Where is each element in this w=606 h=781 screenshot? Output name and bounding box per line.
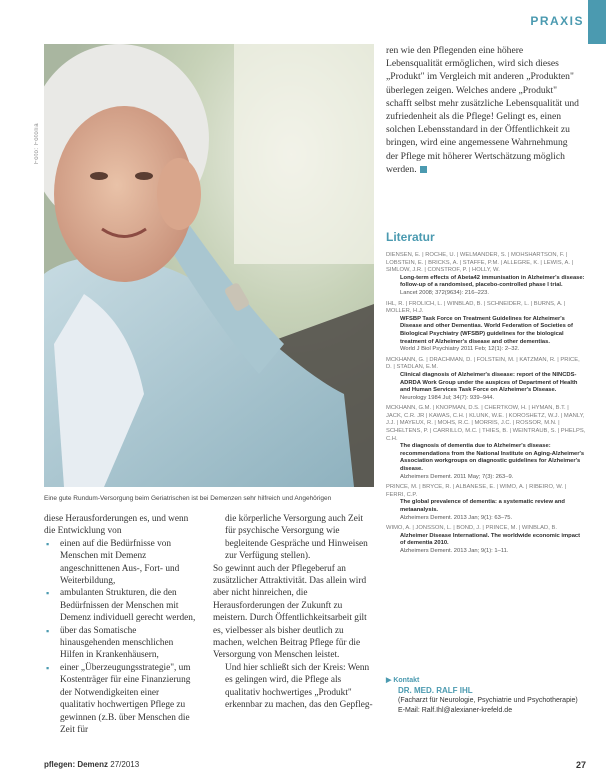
reference-title: WFSBP Task Force on Treatment Guidelines for Alzheimer's Disease and other Dementias. World Federation of Societies of Biological Psychiatry (WFSBP) guidelines for the biological treatment of Alzheimer's disease and other dementias. bbox=[400, 315, 573, 345]
section-label: PRAXIS bbox=[530, 14, 584, 28]
publication-name: pflegen: Demenz bbox=[44, 760, 109, 769]
body-column-1 bbox=[44, 513, 196, 736]
reference-item bbox=[386, 357, 586, 403]
photo-caption: Eine gute Rundum-Versorgung beim Geriatrischen ist bei Demenzen sehr hilfreich und Angehörigen bbox=[44, 495, 332, 502]
reference-source: World J Biol Psychiatry 2011 Feb; 12(1): 2–32. bbox=[400, 346, 520, 353]
edge-color-bar bbox=[588, 0, 606, 44]
literature-heading: Literatur bbox=[386, 230, 435, 244]
reference-title: Alzheimer Disease International. The worldwide economic impact of dementia 2010. bbox=[400, 532, 581, 547]
reference-list bbox=[386, 252, 586, 559]
reference-title: Long-term effects of Abeta42 immunisation in Alzheimer's disease: follow-up of a randomised, placebo-controlled phase I trial. bbox=[400, 274, 585, 289]
reference-authors: IHL, R. | FROLICH, L. | WINBLAD, B. | SCHNEIDER, L. | BURNS, A. | MOLLER, H.J. bbox=[386, 300, 566, 315]
body-column-2 bbox=[213, 513, 375, 712]
reference-source: Alzheimers Dement. 2011 May; 7(3): 263–9. bbox=[400, 473, 514, 480]
bullet-item: ▪ einer „Überzeugungsstrategie", um Kostenträger für eine Finanzierung der Notwendigkeiten einer qualitativ hochwertigen Pflege zu gewinnen (z.B. über Menschen die Zeit für bbox=[44, 662, 196, 736]
page-number: 27 bbox=[575, 760, 586, 770]
contact-name: DR. MED. RALF IHL bbox=[398, 686, 473, 695]
elderly-woman-photo bbox=[44, 44, 374, 487]
reference-item bbox=[386, 484, 586, 522]
contact-box bbox=[386, 676, 586, 716]
reference-source: Alzheimers Dement. 2013 Jan; 9(1): 63–75. bbox=[400, 514, 513, 521]
bullet-item: ▪ einen auf die Bedürfnisse von Menschen mit Demenz angeschnittenen Aus-, Fort- und Weiterbildung, bbox=[44, 538, 196, 588]
reference-authors: PRINCE, M. | BRYCE, R. | ALBANESE, E. | WIMO, A. | RIBEIRO, W. | FERRI, C.P. bbox=[386, 484, 567, 498]
contact-heading-text: Kontakt bbox=[393, 677, 420, 684]
intro-paragraph bbox=[386, 44, 580, 176]
reference-authors: DIENSEN, E. | ROCHE, U. | WELMANDER, S. | MOHSHARTSON, F. | LOBSTEIN, E. | BRICKS, A. | STAFFE, P.M. | ALLEGRE, K. | LEWIS, A. | SIMLOW, J.R. | CONSTROF, P. | HOLLY, W. bbox=[386, 252, 574, 274]
bullet-list bbox=[44, 538, 196, 737]
contact-email[interactable]: E-Mail: Ralf.Ihl@alexianer-krefeld.de bbox=[398, 707, 513, 714]
reference-title: The global prevalence of dementia: a systematic review and metaanalysis. bbox=[400, 499, 565, 513]
reference-item bbox=[386, 525, 586, 555]
reference-authors: MCKHANN, G. | DRACHMAN, D. | FOLSTEIN, M. | KATZMAN, R. | PRICE, D. | STADLAN, E.M. bbox=[386, 356, 580, 371]
contact-role: (Facharzt für Neurologie, Psychiatrie und Psychotherapie) bbox=[398, 697, 578, 704]
issue-number: 27/2013 bbox=[110, 760, 140, 769]
col2-paragraph: So gewinnt auch der Pflegeberuf an zusätzlicher Attraktivität. Das allein wird aber nicht hinreichen, die Herausforderungen der Zukunft zu meistern. Durch Öffentlichkeitsarbeit gilt es, vielbesser als bisher deutlich zu machen, welchen Beitrag Pflege für die Versorgung von Menschen leistet. bbox=[213, 563, 367, 661]
contact-heading: ▶ Kontakt bbox=[386, 677, 420, 684]
end-of-article-mark bbox=[420, 166, 427, 173]
reference-source: Alzheimers Dement. 2013 Jan; 9(1): 1–11. bbox=[400, 547, 509, 554]
reference-title: Clinical diagnosis of Alzheimer's disease: report of the NINCDS-ADRDA Work Group under the auspices of Department of Health and Human Services Task Force on Alzheimer's Disease. bbox=[400, 371, 578, 394]
photo-credit: Foto: Fotolia bbox=[34, 122, 40, 164]
col2-paragraph-2: Und hier schließt sich der Kreis: Wenn es gelingen wird, die Pflege als qualitativ hochwertiges „Produkt" erkennbar zu machen, das den Gepfleg- bbox=[225, 662, 373, 711]
bullet-item: ▪ über das Somatische hinausgehenden menschlichen Hilfen in Krankenhäusern, bbox=[44, 625, 196, 662]
photo-illustration bbox=[44, 44, 374, 487]
reference-source: Lancet 2008; 372(9634): 216–223. bbox=[400, 289, 489, 296]
footer-publication bbox=[44, 760, 139, 769]
reference-item bbox=[386, 405, 586, 481]
reference-item bbox=[386, 252, 586, 298]
intro-text: ren wie den Pflegenden eine höhere Lebensqualität ermöglichen, wird sich dieses „Produkt" im Vergleich mit anderen „Produkten" überlegen zeigen. Welches andere „Produkt" schafft selbst mehr zusätzliche Lebensqualität und zufriedenheit als die Pflege! Gelingt es, einen solchen Lebensstandard in der Öffentlichkeit zu bringen, wird eine angemessene Wahrnehmung der Pflege mit höherer Wertschätzung möglich werden. bbox=[386, 45, 579, 175]
bullet-item: ▪ ambulanten Strukturen, die den Bedürfnissen der Menschen mit Demenz individuell gerecht werden, bbox=[44, 587, 196, 624]
col2-lead: die körperliche Versorgung auch Zeit für psychische Versorgung wie begleitende Gespräche und Hinweisen zur Verfügung stellen). bbox=[225, 514, 368, 562]
col1-intro: diese Herausforderungen es, und wenn die Entwicklung von bbox=[44, 514, 189, 537]
reference-authors: WIMO, A. | JONSSON, L. | BOND, J. | PRINCE, M. | WINBLAD, B. bbox=[386, 525, 557, 532]
reference-title: The diagnosis of dementia due to Alzheimer's disease: recommendations from the National Institute on Aging-Alzheimer's Association workgroups on diagnostic guidelines for Alzheimer's disease. bbox=[400, 443, 585, 473]
reference-item bbox=[386, 301, 586, 354]
reference-source: Neurology 1984 Jul; 34(7): 939–944. bbox=[400, 394, 495, 401]
reference-authors: MCKHANN, G.M. | KNOPMAN, D.S. | CHERTKOW, H. | HYMAN, B.T. | JACK, C.R. JR | KAWAS, C.H. | KLUNK, W.E. | KOROSHETZ, W.J. | MANLY, J.J. | MAYEUX, R. | MOHS, R.C. | MORRIS, J.C. | ROSSOR, M.N. | SCHELTENS, P. | CARRILLO, M.C. | THIES, B. | WEINTRAUB, S. | PHELPS, C.H. bbox=[386, 405, 586, 442]
